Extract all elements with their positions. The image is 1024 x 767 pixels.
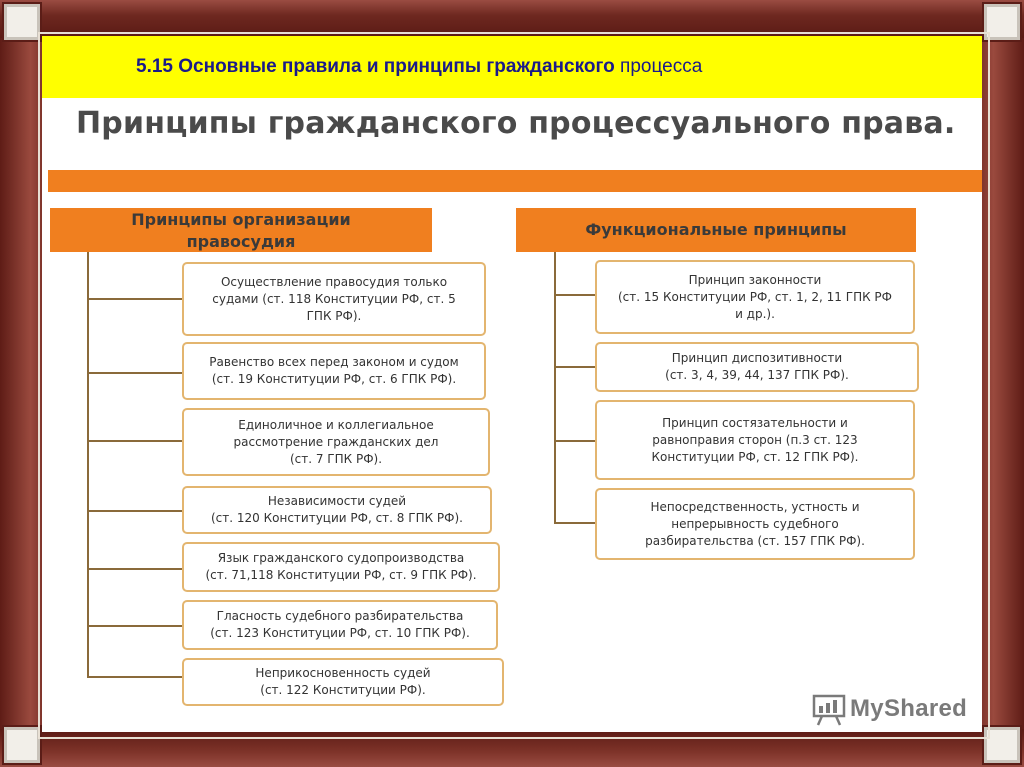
diagram-heading: Принципы гражданского процессуального права. [76,106,956,141]
right-principle-box [595,342,919,392]
left-principle-text: Язык гражданского судопроизводства (ст. 71,118 Конституции РФ, ст. 9 ГПК РФ). [205,551,477,582]
chart-board-icon [812,694,846,726]
right-principle-box [595,260,915,334]
right-connector-trunk [554,252,556,524]
watermark-text: MyShared [850,695,968,722]
right-principle-text: Принцип законности (ст. 15 Конституции РФ, ст. 1, 2, 11 ГПК РФ и др.). [617,272,892,321]
left-connector-branch [87,625,183,627]
left-principle-text: Неприкосновенность судей (ст. 122 Конституции РФ). [255,666,431,697]
left-principle-text: Гласность судебного разбирательства (ст. 123 Конституции РФ, ст. 10 ГПК РФ). [210,609,470,640]
right-principle-text: Принцип диспозитивности (ст. 3, 4, 39, 44, 137 ГПК РФ). [665,351,849,382]
left-connector-branch [87,440,183,442]
slide-title-normal: процесса [620,56,703,77]
left-connector-branch [87,676,183,678]
slide-title [136,56,702,78]
left-connector-branch [87,372,183,374]
left-connector-branch [87,568,183,570]
left-principle-text: Осуществление правосудия только судами (ст. 118 Конституции РФ, ст. 5 ГПК РФ). [212,274,456,323]
right-group-header: Функциональные принципы [516,208,916,252]
left-principle-box [182,486,492,534]
right-principle-text: Принцип состязательности и равноправия сторон (п.3 ст. 123 Конституции РФ, ст. 12 ГПК РФ). [651,415,859,464]
left-principle-text: Единоличное и коллегиальное рассмотрение гражданских дел (ст. 7 ГПК РФ). [233,417,439,466]
right-connector-branch [554,522,596,524]
left-principle-box [182,262,486,336]
left-group-title-line2: правосудия [186,232,296,251]
right-connector-branch [554,366,596,368]
left-principle-box [182,600,498,650]
frame-corner-top-left [2,2,42,42]
left-connector-trunk [87,252,89,678]
right-principle-box [595,488,915,560]
left-principle-text: Равенство всех перед законом и судом (ст. 19 Конституции РФ, ст. 6 ГПК РФ). [209,355,459,386]
left-connector-branch [87,510,183,512]
left-principle-text: Независимости судей (ст. 120 Конституции РФ, ст. 8 ГПК РФ). [211,494,463,525]
left-group-header [50,208,432,252]
left-connector-branch [87,298,183,300]
left-group-title-line1: Принципы организации [131,210,351,229]
slide-title-bar [42,36,982,98]
right-connector-branch [554,294,596,296]
left-principle-box [182,342,486,400]
left-principle-box [182,408,490,476]
slide-title-bold: 5.15 Основные правила и принципы гражданского [136,56,615,77]
right-principle-text: Непосредственность, устность и непрерывность судебного разбирательства (ст. 157 ГПК РФ). [645,499,865,548]
frame-corner-bottom-left [2,725,42,765]
right-connector-branch [554,440,596,442]
left-principle-box [182,658,504,706]
slide-canvas [42,36,982,732]
left-principle-box [182,542,500,592]
right-principle-box [595,400,915,480]
orange-divider-stripe [48,170,982,192]
myshared-watermark [812,692,982,728]
